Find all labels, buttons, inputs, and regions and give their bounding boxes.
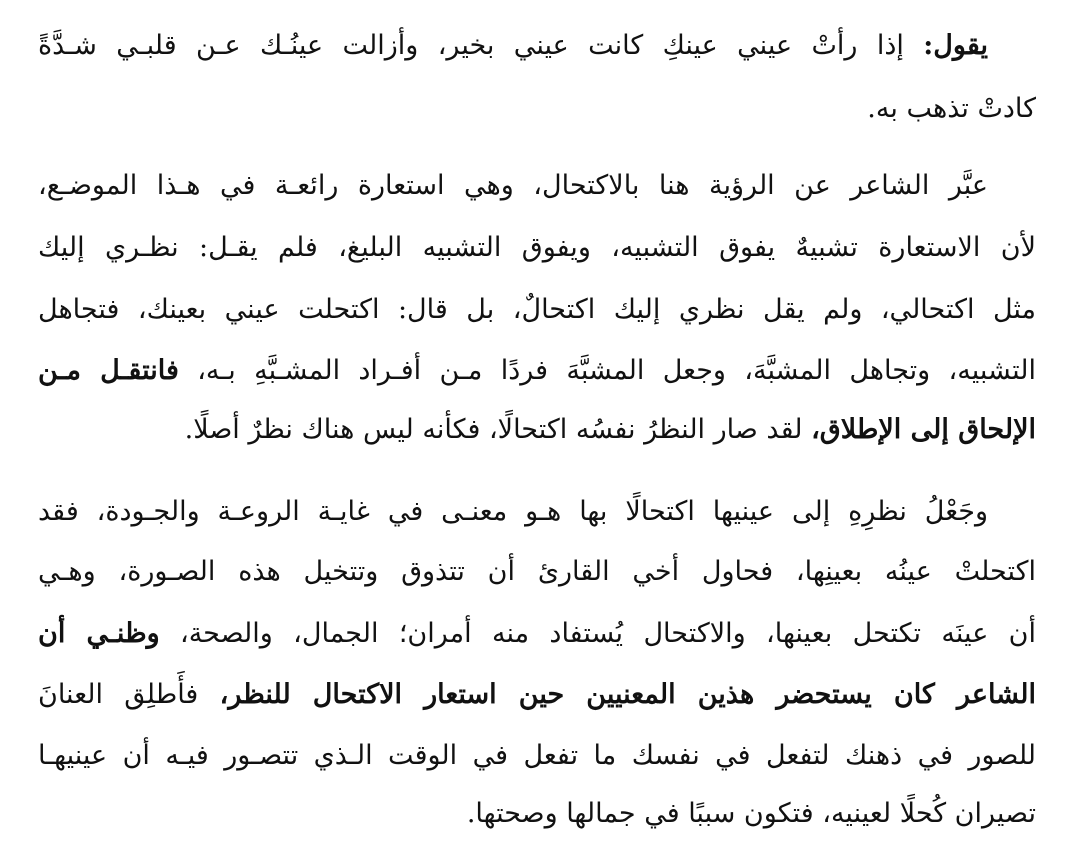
text-line: [38, 158, 1036, 214]
document-page: [38, 10, 1036, 830]
line-text: إذا رأتْ عيني عينكِ كانت عيني بخير، وأزالت عينُـك عـن قلبـي شـدَّةً: [38, 30, 924, 61]
line-text: لأن الاستعارة تشبيهٌ يفوق التشبيه، ويفوق التشبيه البليغ، فلم يقـل: نظـري إليك: [38, 232, 1036, 263]
text-line: [38, 81, 1036, 137]
line-text: فأَطلِق العنانَ: [38, 679, 220, 710]
bold-lead: الشاعر كان يستحضر هذين المعنيين حين استعار الاكتحال للنظر،: [219, 679, 1036, 710]
line-text: للصور في ذهنك لتفعل في نفسك ما تفعل في الوقت الـذي تتصـور فيـه أن عينيهـا: [38, 740, 1036, 771]
text-line: [38, 667, 1036, 723]
text-line: [38, 402, 1036, 458]
bold-tail: وظنـي أن: [38, 618, 160, 649]
bold-lead: الإلحاق إلى الإطلاق،: [811, 414, 1036, 445]
text-line: [38, 220, 1036, 276]
text-line: [38, 728, 1036, 784]
text-line: [38, 786, 1036, 842]
line-text: التشبيه، وتجاهل المشبَّهَ، وجعل المشبَّهَ فردًا مـن أفـراد المشـبَّهِ بـه،: [178, 355, 1036, 386]
line-text: عبَّر الشاعر عن الرؤية هنا بالاكتحال، وهي استعارة رائعـة في هـذا الموضـع،: [38, 170, 988, 201]
line-text: أن عينَه تكتحل بعينها، والاكتحال يُستفاد منه أمران؛ الجمال، والصحة،: [159, 618, 1036, 649]
text-line: [38, 282, 1036, 338]
bold-lead: يقول:: [923, 30, 988, 61]
text-line: [38, 484, 1036, 540]
line-text: تصيران كُحلًا لعينيه، فتكون سببًا في جمالها وصحتها.: [466, 798, 1036, 829]
bold-tail: فانتقـل مـن: [38, 355, 179, 386]
line-text: لقد صار النظرُ نفسُه اكتحالًا، فكأنه ليس هناك نظرٌ أصلًا.: [184, 414, 812, 445]
line-text: اكتحلتْ عينُه بعينِها، فحاول أخي القارئ أن تتذوق وتتخيل هذه الصـورة، وهـي: [38, 556, 1036, 587]
line-text: مثل اكتحالي، ولم يقل نظري إليك اكتحالٌ، بل قال: اكتحلت عيني بعينك، فتجاهل: [38, 294, 1036, 325]
line-text: وجَعْلُ نظرِهِ إلى عينيها اكتحالًا بها هـو معنـى في غايـة الروعـة والجـودة، فقد: [38, 496, 988, 527]
text-line: [38, 343, 1036, 399]
line-text: كادتْ تذهب به.: [867, 93, 1036, 124]
text-line: [38, 18, 1036, 74]
text-line: [38, 606, 1036, 662]
text-line: [38, 544, 1036, 600]
